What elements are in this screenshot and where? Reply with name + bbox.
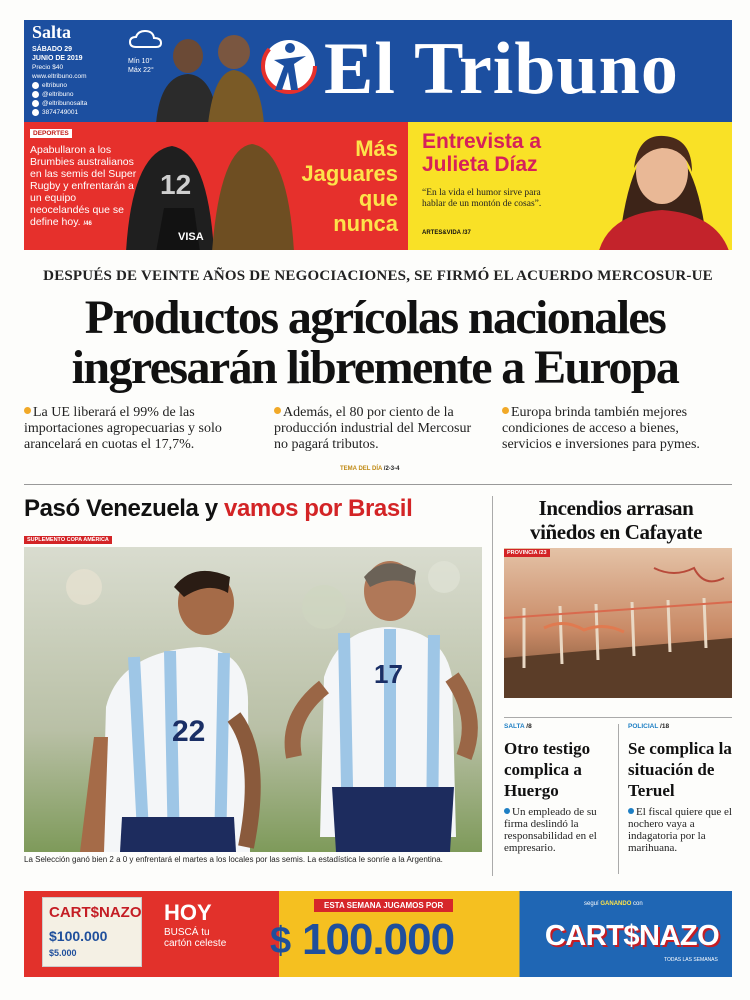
twitter-icon bbox=[32, 91, 39, 98]
instagram-icon bbox=[32, 100, 39, 107]
ticket-brand: CART$NAZO bbox=[49, 904, 142, 921]
weather-max: Máx 22° bbox=[128, 67, 154, 74]
column-divider bbox=[492, 496, 493, 876]
svg-text:22: 22 bbox=[172, 715, 206, 748]
newspaper-logo: El Tribuno bbox=[324, 28, 679, 110]
photo-caption: La Selección ganó bien 2 a 0 y enfrentará el martes a los locales por las semis. La estadística le sonríe a la Argentina. bbox=[24, 855, 443, 864]
ad-segui-ganando: seguí GANANDO con bbox=[584, 901, 643, 907]
facebook-icon bbox=[32, 82, 39, 89]
ad-brand-logo: CART$NAZO bbox=[544, 920, 720, 952]
whatsapp-icon bbox=[32, 109, 39, 116]
svg-text:VISA: VISA bbox=[178, 231, 204, 243]
main-story-headline[interactable]: Productos agrícolas nacionales ingresarán libremente a Europa bbox=[71, 291, 679, 394]
copa-america-supplement-tag: SUPLEMENTO COPA AMÉRICA bbox=[24, 536, 112, 544]
bullet-1: La UE liberará el 99% de las importaciones agropecuarias y solo arancelará en cuotas el 17,7%. bbox=[24, 405, 222, 452]
argentina-players-celebration-photo bbox=[24, 547, 482, 852]
ad-todas-las-semanas: TODAS LAS SEMANAS bbox=[664, 957, 718, 963]
side-divider bbox=[504, 717, 732, 718]
sports-section-tag: DEPORTES bbox=[30, 129, 72, 138]
side-story-title[interactable]: Se complica la situación de Teruel bbox=[628, 739, 732, 800]
sports-teaser-text: Apabullaron a los Brumbies australianos en las semis del Super Rugby y enfrentarán a un equipo neocelandés que se define hoy. /46 bbox=[30, 144, 137, 228]
interview-headline[interactable]: Entrevista a Julieta Díaz bbox=[422, 130, 542, 176]
cartonazo-ticket bbox=[42, 897, 142, 967]
interview-teaser bbox=[408, 122, 732, 250]
ad-busca: BUSCÁ tu cartón celeste bbox=[164, 927, 227, 949]
bullet-3: Europa brinda también mejores condiciones de acceso a bienes, servicios e inversiones para pymes. bbox=[502, 405, 700, 452]
website: www.eltribuno.com bbox=[32, 73, 87, 80]
masthead-info bbox=[32, 22, 124, 117]
ticket-amount: $100.000 bbox=[49, 928, 108, 944]
bullet-2: Además, el 80 por ciento de la producción industrial del Mercosur no pagará tributos. bbox=[274, 405, 472, 452]
weather-min: Mín 10° bbox=[128, 58, 153, 65]
interview-section-ref: ARTES&VIDA /37 bbox=[422, 230, 471, 236]
sports-teaser bbox=[24, 122, 408, 250]
side-story-salta bbox=[504, 722, 614, 854]
rugby-players-photo-top bbox=[136, 34, 266, 122]
ad-hoy: HOY bbox=[164, 900, 212, 925]
side-story-title[interactable]: Otro testigo complica a Huergo bbox=[504, 739, 591, 800]
bullet-dot-icon bbox=[628, 808, 634, 814]
main-story-bullets bbox=[24, 405, 732, 453]
side-column-divider bbox=[618, 724, 619, 874]
section-divider bbox=[24, 484, 732, 485]
interview-quote: “En la vida el humor sirve para hablar de un montón de cosas”. bbox=[422, 188, 542, 209]
date-line-1: SÁBADO 29 bbox=[32, 46, 73, 53]
bullet-dot-icon bbox=[274, 407, 281, 414]
ad-prize-amount: 100.000 bbox=[302, 915, 455, 964]
burned-vineyard-photo bbox=[504, 548, 732, 698]
social-whatsapp: 3874749001 bbox=[32, 108, 124, 117]
svg-text:12: 12 bbox=[160, 169, 192, 200]
provincia-section-tag: PROVINCIA /23 bbox=[504, 549, 550, 557]
incendios-headline[interactable]: Incendios arrasan viñedos en Cafayate bbox=[529, 496, 703, 544]
copa-america-headline[interactable]: Pasó Venezuela y vamos por Brasil bbox=[24, 495, 413, 522]
main-story-kicker: DESPUÉS DE VEINTE AÑOS DE NEGOCIACIONES, SE FIRMÓ EL ACUERDO MERCOSUR-UE bbox=[43, 268, 713, 284]
bullet-dot-icon bbox=[504, 808, 510, 814]
masthead bbox=[24, 20, 732, 122]
bullet-dot-icon bbox=[24, 407, 31, 414]
social-facebook: eltribuno bbox=[32, 81, 124, 90]
price: Precio $40 bbox=[32, 64, 64, 71]
side-story-tag: SALTA /8 bbox=[504, 723, 532, 730]
ad-semana-banner: ESTA SEMANA JUGAMOS POR bbox=[314, 899, 453, 912]
bullet-dot-icon bbox=[502, 407, 509, 414]
side-story-text: Un empleado de su firma deslindó la responsabilidad en el empresario. bbox=[504, 806, 597, 854]
side-story-tag: POLICIAL /18 bbox=[628, 723, 670, 730]
social-instagram: @eltribunosalta bbox=[32, 99, 124, 108]
ad-dollar-sign: $ bbox=[270, 920, 292, 962]
date-line-2: JUNIO DE 2019 bbox=[32, 55, 83, 62]
svg-text:17: 17 bbox=[374, 659, 403, 689]
side-story-text: El fiscal quiere que el nochero vaya a indagatoria por la marihuana. bbox=[628, 806, 732, 854]
social-twitter: @eltribuno bbox=[32, 90, 124, 99]
sports-teaser-headline[interactable]: Más Jaguares que nunca bbox=[301, 136, 398, 236]
tema-del-dia-ref: TEMA DEL DÍA /2-3-4 bbox=[340, 466, 400, 472]
city-name: Salta bbox=[32, 22, 72, 42]
ticket-amount-small: $5.000 bbox=[49, 948, 77, 958]
side-story-policial bbox=[628, 722, 738, 854]
cartonazo-advertisement[interactable] bbox=[24, 891, 732, 977]
el-tribuno-emblem-icon bbox=[260, 26, 318, 110]
